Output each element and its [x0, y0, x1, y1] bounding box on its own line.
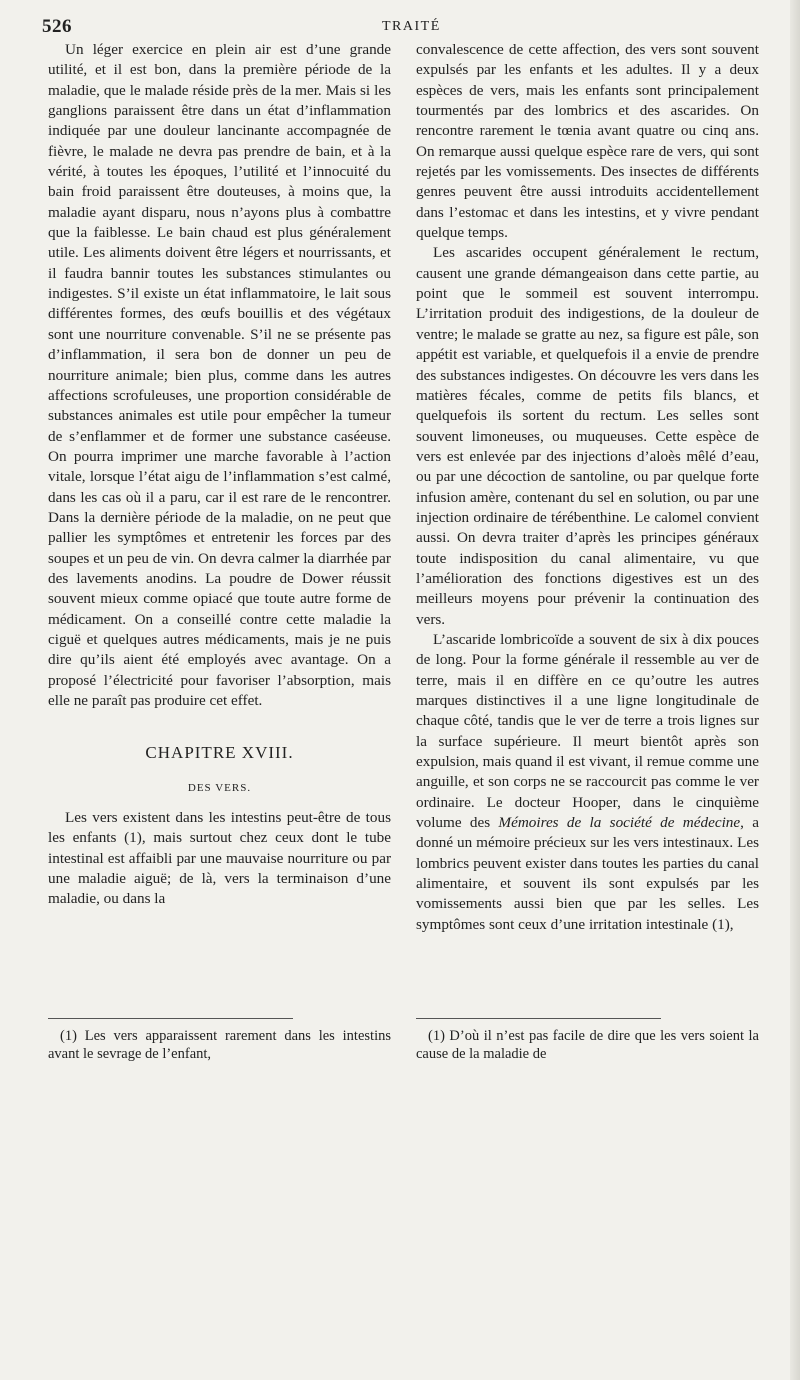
left-column — [48, 40, 391, 910]
right-column — [416, 40, 759, 935]
paragraph — [416, 630, 759, 935]
paragraph: Un léger exercice en plein air est d’une grande utilité, et il est bon, dans la première période de la maladie, que le malade réside près de la mer. Mais si les ganglions paraissent être dans un état d’inflammation indiquée par une douleur lancinante accompagnée de fièvre, le malade ne devra pas prendre de bain, et à la vérité, à toutes les époques, l’utilité et l’innocuité du bain froid paraissent être douteuses, à moins que, la maladie ayant disparu, nous n’ayons plus à combattre que la faiblesse. Le bain chaud est plus généralement utile. Les aliments doivent être légers et nourrissants, et il faudra bannir toutes les substances stimulantes ou indigestes. S’il existe un état inflammatoire, le lait sous différentes formes, des œufs bouillis et des végétaux sont une nourriture convenable. S’il ne se présente pas d’inflammation, il sera bon de donner un peu de nourriture animale; bien plus, comme dans les autres affections scrofuleuses, une proportion considérable de substances animales est utile pour empêcher la tumeur de s’enflammer et de former une substance caséeuse. On pourra imprimer une marche favorable à l’action vitale, lorsque l’état aigu de l’inflammation s’est calmé, dans les cas où il a paru, car il est rare de le rencontrer. Dans la dernière période de la maladie, on ne peut que pallier les symptômes et entretenir les forces par des soupes et un peu de vin. On devra calmer la diarrhée par des lavements anodins. La poudre de Dower réussit souvent mieux comme opiacé que toute autre forme de médicament. On a conseillé contre cette maladie la ciguë et quelques autres médicaments, mais je ne puis dire qu’ils aient été employés avec avantage. On a proposé l’électricité pour favoriser l’absorption, mais elle ne paraît pas produire cet effet. — [48, 41, 391, 709]
footnote-rule — [48, 1018, 293, 1019]
paragraph: convalescence de cette affection, des vers sont souvent expulsés par les enfants et les adultes. Il y a deux espèces de vers, mais les enfants sont principalement tourmentés par des lombrics et des ascarides. On rencontre rarement le tœnia avant quatre ou cinq ans. On remarque aussi quelque espèce rare de vers, qui sont rejetés par les vomissements. Des insectes de différents genres peuvent être aussi introduits accidentellement dans l’estomac et dans les intestins, et y vivre pendant quelque temps. — [416, 41, 759, 242]
paragraph: Les vers existent dans les intestins peut-être de tous les enfants (1), mais surtout chez ceux dont le tube intestinal est affaibli par une mauvaise nourriture ou par une maladie aiguë; de là, vers la terminaison d’une maladie, ou dans la — [48, 809, 391, 908]
page-number: 526 — [42, 16, 72, 37]
footnote: (1) D’où il n’est pas facile de dire que les vers soient la cause de la maladie de — [416, 1028, 759, 1062]
paragraph: Les ascarides occupent généralement le rectum, causent une grande démangeaison dans cette partie, au point que le sommeil est souvent interrompu. L’irritation produit des indigestions, de la douleur de ventre; le malade se gratte au nez, sa figure est pâle, son appétit est variable, et quelquefois il a envie de prendre des substances indigestes. On découvre les vers dans les matières fécales, comme de petits fils blancs, et quelquefois ils sortent du rectum. Les selles sont souvent limoneuses, ou muqueuses. Cette espèce de vers est enlevée par des injections d’aloès mêlé d’eau, ou par une décoction de santoline, ou par quelque forte infusion amère, contenant du sel en solution, ou par une injection ordinaire de térébenthine. Le calomel convient aussi. On devra traiter d’après les principes généraux toute indisposition du canal alimentaire, vu que l’amélioration des fonctions digestives est un des meilleurs moyens pour prévenir la continuation des vers. — [416, 244, 759, 628]
footnote: (1) Les vers apparaissent rarement dans les intestins avant le sevrage de l’enfant, — [48, 1028, 391, 1062]
chapter-title: CHAPITRE XVIII. — [145, 743, 294, 763]
page-edge — [790, 0, 800, 1380]
running-head: TRAITÉ — [382, 19, 441, 34]
paragraph-text: L’ascaride lombricoïde a souvent de six à dix pouces de long. Pour la forme générale il ressemble au ver de terre, mais il en diffère en ce qu’outre les autres marques distinctives il a une ligne longitudinale de chaque côté, tandis que le ver de terre a trois lignes sur la surface supérieure. Il meurt bientôt après son expulsion, mais quand il est vivant, il remue comme une anguille, et son corps ne se raccourcit pas comme le ver ordinaire. Le docteur Hooper, dans le cinquième volume des — [416, 630, 759, 832]
chapter-subtitle: DES VERS. — [187, 781, 252, 794]
paragraph-text: , a donné un mémoire précieux sur les vers intestinaux. Les lombrics peuvent exister dans toutes les parties du canal alimentaire, et souvent ils sont expulsés par les vomissements aussi bien que par les selles. Les symptômes sont ceux d’une irritation intestinale (1), — [416, 814, 759, 933]
italic-title: Mémoires de la société de médecine — [498, 814, 741, 832]
footnote-rule — [416, 1018, 661, 1019]
footnotes-left — [48, 1018, 391, 1063]
footnotes-right — [416, 1018, 759, 1063]
